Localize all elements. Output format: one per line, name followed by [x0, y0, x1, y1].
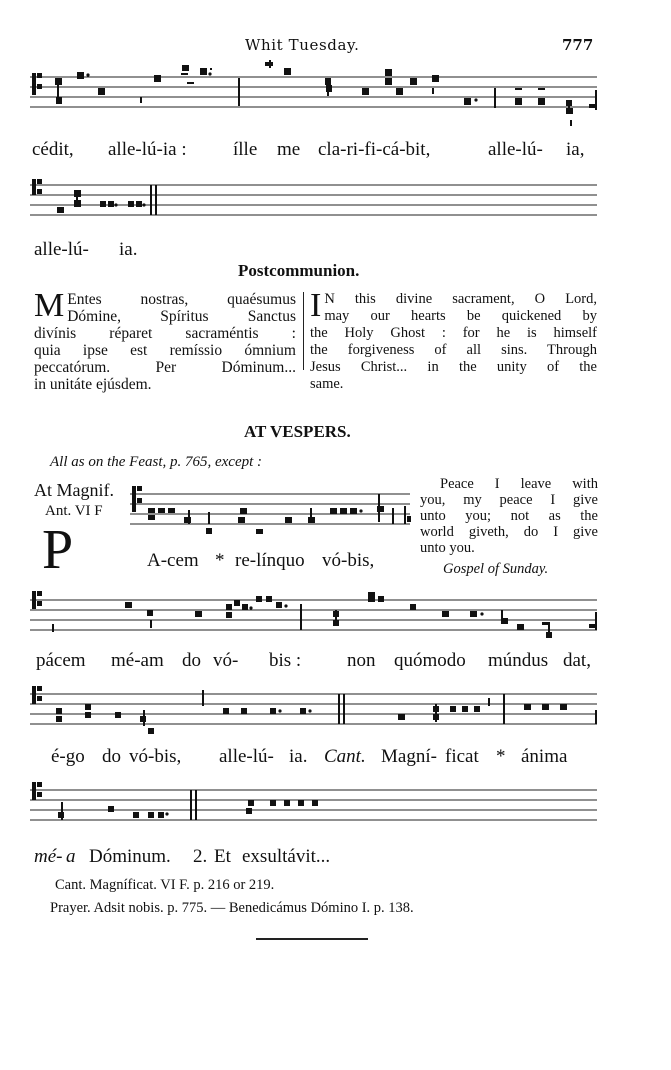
chant-staff	[30, 778, 600, 838]
syllable: do	[102, 746, 121, 767]
syllable: ílle	[233, 139, 258, 160]
text-line: you, my peace I give	[420, 492, 598, 508]
syllable: ia.	[289, 746, 308, 767]
text-line: Dómine, Spíritus Sanctus	[67, 308, 296, 325]
canticle-note: Cant. Magníficat. VI F. p. 216 or 219.	[55, 877, 275, 893]
text-line: unto you; not as the	[420, 508, 598, 524]
text-line: in unitáte ejúsdem.	[34, 376, 152, 393]
english-column	[310, 287, 597, 393]
drop-cap: M	[34, 287, 65, 324]
text-line: divínis réparet sacraméntis :	[34, 325, 296, 342]
syllable: vó-bis,	[129, 746, 182, 767]
rubric-note: All as on the Feast, p. 765, except :	[50, 454, 263, 470]
syllable: *	[496, 746, 506, 767]
syllable: alle-lú-ia :	[108, 139, 187, 160]
syllable: *	[215, 550, 225, 571]
syllable: non	[347, 650, 376, 671]
text-line: the Holy Ghost : for he is himself	[310, 325, 597, 341]
syllable: cédit,	[32, 139, 74, 160]
initial-letter: P	[42, 519, 74, 581]
syllable: mé-am	[111, 650, 164, 671]
end-rule	[256, 938, 368, 940]
antiphon-translation	[420, 476, 598, 556]
syllable: me	[277, 139, 301, 160]
section-heading: Postcommunion.	[238, 261, 360, 280]
text-line: Entes nostras, quaésumus	[67, 291, 296, 308]
text-line: Peace I leave with	[440, 476, 598, 492]
syllable: do	[182, 650, 201, 671]
text-line: the forgiveness of all sins. Through	[310, 342, 597, 358]
syllable: múndus	[488, 650, 549, 671]
syllable: Et	[214, 846, 231, 867]
syllable: exsultávit...	[242, 846, 331, 867]
chant-staff	[130, 482, 415, 542]
syllable: vó-bis,	[322, 550, 375, 571]
chant-staff	[30, 588, 600, 648]
syllable: 2.	[193, 846, 208, 867]
text-line: may our hearts be quickened by	[324, 308, 597, 324]
chant-staff	[30, 66, 600, 126]
drop-cap: I	[310, 287, 322, 324]
syllable: Cant.	[324, 746, 366, 767]
page-number: 777	[562, 36, 594, 54]
text-line: Jesus Christ... in the unity of the	[310, 359, 597, 375]
running-title: Whit Tuesday.	[245, 36, 360, 54]
text-line: unto you.	[420, 540, 475, 556]
syllable: dat,	[563, 650, 591, 671]
syllable: re-línquo	[235, 550, 305, 571]
syllable: alle-lú-	[34, 239, 89, 260]
latin-column	[34, 287, 296, 393]
source-citation: Gospel of Sunday.	[443, 561, 549, 577]
text-line: peccatórum. Per Dóminum...	[34, 359, 296, 376]
chant-staff	[30, 176, 600, 226]
syllable: mé-	[34, 846, 63, 867]
antiphon-mode: Ant. VI F	[45, 503, 103, 519]
syllable: alle-lú-	[488, 139, 543, 160]
syllable: quómodo	[394, 650, 466, 671]
syllable: é-go	[51, 746, 85, 767]
syllable: A-cem	[147, 550, 199, 571]
syllable: alle-lú-	[219, 746, 274, 767]
syllable: cla-ri-fi-cá-bit,	[318, 139, 431, 160]
syllable: Dóminum.	[89, 846, 171, 867]
syllable: ia,	[566, 139, 585, 160]
syllable: pácem	[36, 650, 86, 671]
text-line: world giveth, do I give	[420, 524, 598, 540]
text-line: quia ipse est remíssio ómnium	[34, 342, 296, 359]
syllable: bis :	[269, 650, 302, 671]
column-divider	[303, 292, 304, 370]
text-line: N this divine sacrament, O Lord,	[324, 291, 597, 307]
section-heading: AT VESPERS.	[244, 422, 351, 441]
syllable: ficat	[445, 746, 479, 767]
syllable: a	[66, 846, 76, 867]
chant-staff	[30, 682, 600, 742]
syllable: ánima	[521, 746, 568, 767]
syllable: Magní-	[381, 746, 437, 767]
syllable: vó-	[213, 650, 239, 671]
syllable: ia.	[119, 239, 138, 260]
text-line: same.	[310, 376, 344, 392]
antiphon-label: At Magnif.	[34, 480, 114, 500]
prayer-note: Prayer. Adsit nobis. p. 775. — Benedicámus Dómino I. p. 138.	[50, 900, 414, 916]
